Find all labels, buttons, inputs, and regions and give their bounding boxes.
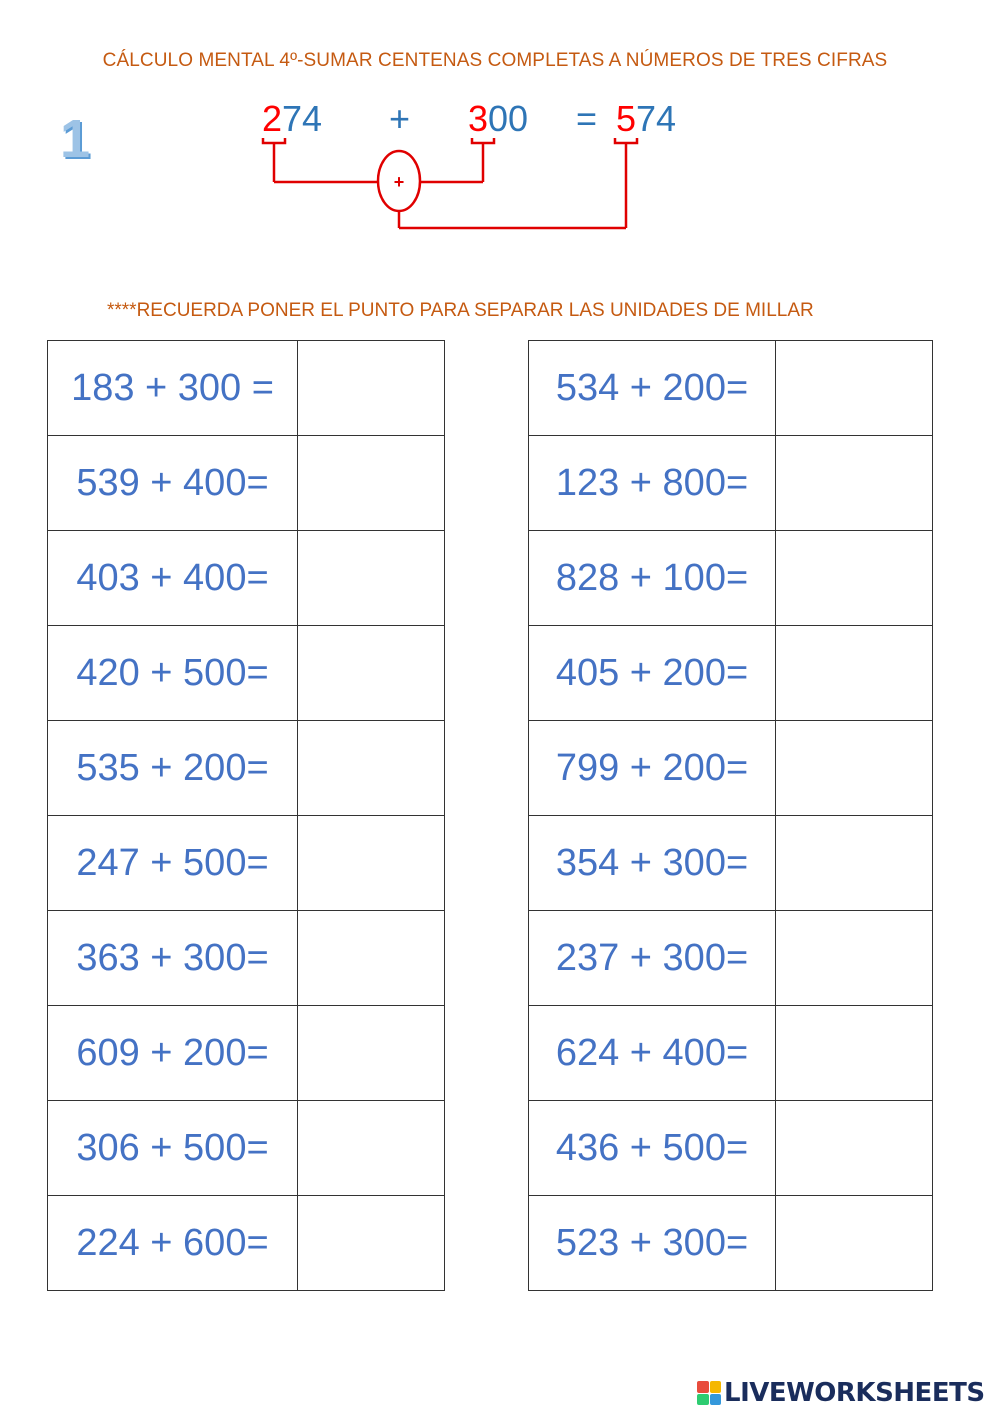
exercise-row xyxy=(529,626,933,721)
exercise-question: 403 + 400= xyxy=(48,531,298,626)
exercise-question: 539 + 400= xyxy=(48,436,298,531)
logo-square-1 xyxy=(697,1381,709,1393)
exercise-number: 1 xyxy=(60,109,91,169)
answer-box[interactable] xyxy=(776,531,933,626)
answer-box[interactable] xyxy=(298,1196,445,1291)
answer-box[interactable] xyxy=(298,816,445,911)
exercise-question: 123 + 800= xyxy=(529,436,776,531)
right-exercise-table xyxy=(528,340,933,1291)
answer-box[interactable] xyxy=(776,1006,933,1101)
answer-box[interactable] xyxy=(776,721,933,816)
exercise-row xyxy=(529,1196,933,1291)
logo-icon xyxy=(697,1381,721,1405)
worked-example xyxy=(0,0,1000,260)
exercise-row xyxy=(48,816,445,911)
exercise-question: 237 + 300= xyxy=(529,911,776,1006)
example-addend-a: 274 xyxy=(262,98,323,139)
logo-square-4 xyxy=(710,1394,722,1406)
bracket-b xyxy=(472,138,494,143)
exercise-question: 420 + 500= xyxy=(48,626,298,721)
exercise-question: 799 + 200= xyxy=(529,721,776,816)
exercise-row xyxy=(48,721,445,816)
answer-box[interactable] xyxy=(298,1006,445,1101)
answer-box[interactable] xyxy=(776,816,933,911)
left-exercise-table xyxy=(47,340,445,1291)
answer-box[interactable] xyxy=(776,341,933,436)
exercise-row xyxy=(529,436,933,531)
logo-square-2 xyxy=(710,1381,722,1393)
exercise-question: 247 + 500= xyxy=(48,816,298,911)
logo-text: LIVEWORKSHEETS xyxy=(724,1378,985,1408)
exercise-row xyxy=(48,341,445,436)
liveworksheets-logo xyxy=(697,1378,985,1408)
example-result: 574 xyxy=(616,98,677,139)
exercise-question: 609 + 200= xyxy=(48,1006,298,1101)
exercise-row xyxy=(48,1006,445,1101)
reminder-note: ****RECUERDA PONER EL PUNTO PARA SEPARAR LAS UNIDADES DE MILLAR xyxy=(107,300,814,321)
answer-box[interactable] xyxy=(776,436,933,531)
exercise-row xyxy=(48,436,445,531)
exercise-question: 354 + 300= xyxy=(529,816,776,911)
example-addend-b: 300 xyxy=(468,98,529,139)
answer-box[interactable] xyxy=(776,1101,933,1196)
exercise-row xyxy=(529,531,933,626)
exercise-row xyxy=(529,816,933,911)
bracket-result xyxy=(615,138,637,143)
answer-box[interactable] xyxy=(298,531,445,626)
exercise-question: 363 + 300= xyxy=(48,911,298,1006)
example-equals-sign: = xyxy=(576,98,598,139)
diagram-brackets xyxy=(263,138,637,228)
exercise-question: 534 + 200= xyxy=(529,341,776,436)
exercise-row xyxy=(48,1196,445,1291)
exercise-question: 828 + 100= xyxy=(529,531,776,626)
answer-box[interactable] xyxy=(298,341,445,436)
answer-box[interactable] xyxy=(298,436,445,531)
exercise-row xyxy=(48,1101,445,1196)
answer-box[interactable] xyxy=(776,911,933,1006)
exercise-question: 523 + 300= xyxy=(529,1196,776,1291)
exercise-row xyxy=(48,626,445,721)
answer-box[interactable] xyxy=(298,1101,445,1196)
exercise-row xyxy=(529,721,933,816)
exercise-question: 624 + 400= xyxy=(529,1006,776,1101)
exercise-question: 436 + 500= xyxy=(529,1101,776,1196)
exercise-question: 183 + 300 = xyxy=(48,341,298,436)
exercise-row xyxy=(48,911,445,1006)
exercise-row xyxy=(48,531,445,626)
answer-box[interactable] xyxy=(776,1196,933,1291)
exercise-row xyxy=(529,1101,933,1196)
exercise-question: 224 + 600= xyxy=(48,1196,298,1291)
logo-square-3 xyxy=(697,1394,709,1406)
answer-box[interactable] xyxy=(298,721,445,816)
bracket-a xyxy=(263,138,285,143)
example-plus-sign: + xyxy=(389,98,411,139)
circle-plus-sign: + xyxy=(393,172,405,192)
answer-box[interactable] xyxy=(298,911,445,1006)
hundreds-diagram xyxy=(0,0,1000,260)
exercise-question: 306 + 500= xyxy=(48,1101,298,1196)
worksheet-title: CÁLCULO MENTAL 4º-SUMAR CENTENAS COMPLETAS A NÚMEROS DE TRES CIFRAS xyxy=(102,50,888,71)
exercise-row xyxy=(529,1006,933,1101)
exercise-row xyxy=(529,341,933,436)
exercise-question: 535 + 200= xyxy=(48,721,298,816)
exercise-row xyxy=(529,911,933,1006)
exercise-question: 405 + 200= xyxy=(529,626,776,721)
answer-box[interactable] xyxy=(776,626,933,721)
answer-box[interactable] xyxy=(298,626,445,721)
